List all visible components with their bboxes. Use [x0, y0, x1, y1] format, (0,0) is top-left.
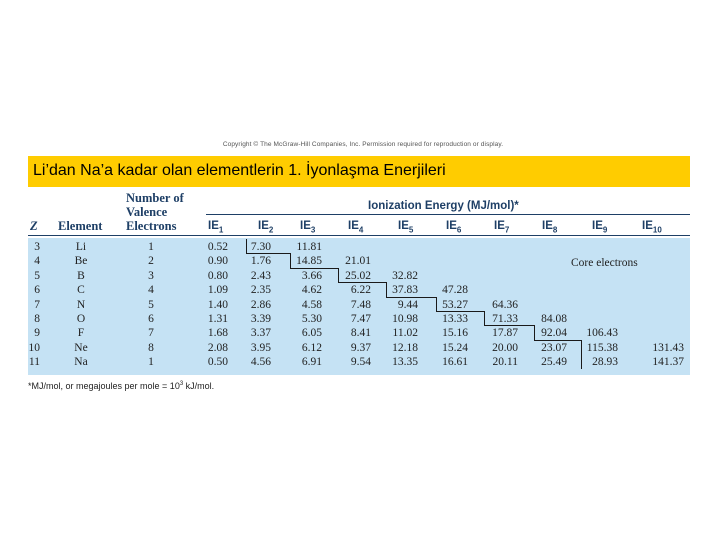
- cell-element: B: [77, 269, 85, 282]
- cell-ie-5: 9.44: [397, 298, 418, 311]
- banner-title: Li’dan Na’a kadar olan elementlerin 1. İyonlaşma Enerjileri: [33, 162, 446, 179]
- cell-ie-5: 10.98: [392, 313, 418, 325]
- boundary-segment: [386, 282, 387, 297]
- cell-ie-3: 4.62: [301, 284, 322, 297]
- cell-ie-8: 92.04: [541, 327, 567, 340]
- copyright-line: Copyright © The McGraw-Hill Companies, Inc. Permission required for reproduction or display.: [222, 141, 504, 148]
- cell-ie-8: 84.08: [541, 313, 567, 325]
- boundary-segment: [338, 282, 387, 283]
- cell-ie-3: 11.81: [296, 241, 322, 253]
- cell-ie-9: 115.38: [586, 341, 618, 354]
- cell-ie-7: 64.36: [492, 298, 518, 311]
- header-ie-7: $IE_7$: [494, 220, 510, 235]
- cell-ie-1: 1.09: [207, 284, 228, 297]
- cell-ie-2: 2.35: [250, 284, 271, 297]
- cell-z: 10: [28, 341, 40, 354]
- cell-ie-6: 16.61: [442, 356, 468, 369]
- cell-ie-1: 1.31: [207, 313, 228, 325]
- cell-element: O: [76, 313, 86, 325]
- footnote-main: *MJ/mol, or megajoules per mole = 10: [28, 381, 180, 391]
- cell-ie-5: 32.82: [392, 269, 418, 282]
- cell-z: 6: [34, 284, 40, 297]
- boundary-segment: [246, 253, 291, 254]
- cell-z: 7: [34, 298, 40, 311]
- cell-ie-5: 37.83: [392, 284, 418, 297]
- title-banner: [28, 156, 690, 187]
- cell-element: Be: [74, 255, 88, 268]
- footnote-exponent: 3: [179, 381, 184, 387]
- cell-ie-10: 131.43: [652, 341, 684, 354]
- cell-ie-8: 23.07: [541, 341, 567, 354]
- cell-ie-6: 47.28: [442, 284, 468, 297]
- cell-valence: 3: [148, 269, 154, 282]
- cell-ie-1: 1.68: [207, 327, 228, 340]
- header-rule-ionization: [206, 214, 690, 215]
- header-ie-1: $IE_1$: [208, 220, 224, 235]
- boundary-segment: [581, 340, 582, 355]
- cell-ie-7: 20.00: [492, 341, 518, 354]
- cell-ie-4: 25.02: [345, 269, 371, 282]
- cell-ie-6: 13.33: [442, 313, 468, 325]
- cell-valence: 4: [148, 284, 154, 297]
- boundary-segment: [484, 311, 485, 326]
- footnote: [28, 381, 214, 391]
- cell-ie-2: 3.95: [250, 341, 271, 354]
- cell-ie-2: 3.39: [250, 313, 271, 325]
- cell-z: 11: [28, 356, 40, 369]
- boundary-segment: [534, 325, 535, 340]
- cell-ie-4: 7.48: [350, 298, 371, 311]
- header-element: Element: [58, 219, 103, 233]
- cell-ie-4: 6.22: [350, 284, 371, 297]
- cell-ie-1: 0.50: [207, 356, 228, 369]
- cell-ie-1: 1.40: [207, 298, 228, 311]
- header-ie-4: $IE_4$: [348, 220, 364, 235]
- cell-ie-6: 15.24: [442, 341, 468, 354]
- cell-z: 3: [34, 241, 40, 253]
- cell-z: 9: [34, 327, 40, 340]
- cell-ie-3: 6.12: [301, 341, 322, 354]
- cell-ie-6: 53.27: [442, 298, 468, 311]
- cell-element: C: [77, 284, 85, 297]
- cell-ie-1: 0.80: [207, 269, 228, 282]
- header-ie-10: $IE_{10}$: [642, 220, 662, 235]
- cell-element: N: [76, 298, 86, 311]
- cell-ie-2: 1.76: [250, 255, 271, 268]
- cell-ie-3: 5.30: [301, 313, 322, 325]
- cell-ie-7: 20.11: [492, 356, 518, 369]
- cell-valence: 5: [148, 298, 154, 311]
- header-ie-9: $IE_9$: [592, 220, 608, 235]
- cell-ie-1: 2.08: [207, 341, 228, 354]
- cell-z: 5: [34, 269, 40, 282]
- cell-valence: 1: [148, 356, 154, 369]
- cell-ie-5: 11.02: [392, 327, 418, 340]
- cell-ie-3: 4.58: [301, 298, 322, 311]
- cell-ie-1: 0.90: [207, 255, 228, 268]
- boundary-segment: [484, 325, 535, 326]
- cell-ie-9: 106.43: [586, 327, 618, 340]
- cell-ie-1: 0.52: [207, 241, 228, 253]
- cell-ie-4: 8.41: [350, 327, 371, 340]
- cell-ie-4: 7.47: [350, 313, 371, 325]
- ionization-table: [28, 187, 690, 375]
- cell-ie-3: 14.85: [296, 255, 322, 268]
- boundary-segment: [338, 268, 339, 283]
- cell-ie-3: 3.66: [301, 269, 322, 282]
- cell-ie-3: 6.05: [301, 327, 322, 340]
- header-z: Z: [30, 219, 38, 233]
- cell-valence: 1: [148, 241, 154, 253]
- cell-ie-5: 13.35: [392, 356, 418, 369]
- header-ie-6: $IE_6$: [446, 220, 462, 235]
- cell-ie-4: 21.01: [345, 255, 371, 268]
- cell-ie-2: 7.30: [250, 241, 271, 253]
- boundary-segment: [386, 297, 437, 298]
- header-valence-line1: Number of: [126, 191, 184, 205]
- cell-element: Li: [75, 241, 87, 253]
- cell-ie-7: 17.87: [492, 327, 518, 340]
- boundary-segment: [581, 354, 582, 368]
- header-ie-2: $IE_2$: [258, 220, 274, 235]
- cell-z: 8: [34, 313, 40, 325]
- cell-element: Na: [74, 356, 88, 369]
- boundary-segment: [436, 311, 485, 312]
- cell-valence: 2: [148, 255, 154, 268]
- cell-ie-8: 25.49: [541, 356, 567, 369]
- boundary-segment: [246, 239, 247, 254]
- cell-ie-2: 2.86: [250, 298, 271, 311]
- cell-element: Ne: [74, 341, 88, 354]
- cell-ie-4: 9.54: [350, 356, 371, 369]
- cell-z: 4: [34, 255, 40, 268]
- cell-ie-2: 4.56: [250, 356, 271, 369]
- header-valence-line2: Valence: [126, 205, 168, 219]
- cell-valence: 7: [148, 327, 154, 340]
- footnote-end: kJ/mol.: [183, 381, 215, 391]
- cell-ie-7: 71.33: [492, 313, 518, 325]
- core-electrons-label: Core electrons: [571, 257, 638, 269]
- cell-ie-10: 141.37: [652, 356, 684, 369]
- cell-ie-3: 6.91: [301, 356, 322, 369]
- header-valence: [126, 191, 184, 233]
- boundary-segment: [534, 340, 582, 341]
- cell-valence: 6: [148, 313, 154, 325]
- header-valence-line3: Electrons: [126, 219, 177, 233]
- cell-ie-2: 2.43: [250, 269, 271, 282]
- header-ie-8: $IE_8$: [542, 220, 558, 235]
- boundary-segment: [290, 253, 291, 268]
- cell-ie-4: 9.37: [350, 341, 371, 354]
- header-ie-3: $IE_3$: [300, 220, 316, 235]
- cell-ie-2: 3.37: [250, 327, 271, 340]
- header-ie-5: $IE_5$: [398, 220, 414, 235]
- cell-ie-5: 12.18: [392, 341, 418, 354]
- cell-ie-9: 28.93: [592, 356, 618, 369]
- boundary-segment: [290, 268, 339, 269]
- boundary-segment: [436, 297, 437, 312]
- cell-element: F: [77, 327, 85, 340]
- cell-valence: 8: [148, 341, 154, 354]
- cell-ie-6: 15.16: [442, 327, 468, 340]
- header-ionization-energy: Ionization Energy (MJ/mol)*: [368, 200, 519, 212]
